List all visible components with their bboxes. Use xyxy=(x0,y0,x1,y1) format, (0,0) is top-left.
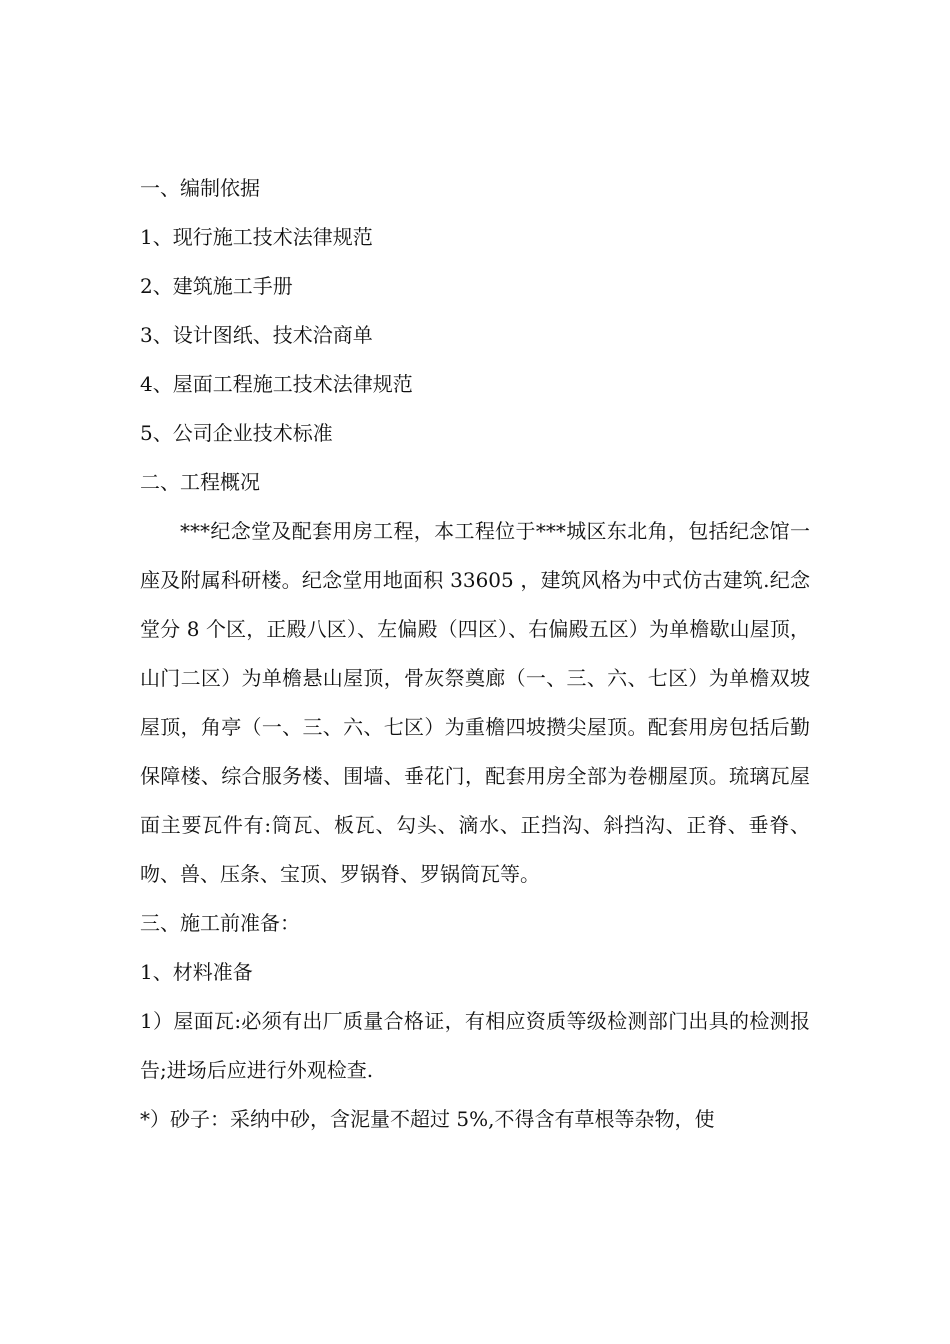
material-item-sand: *）砂子：采纳中砂，含泥量不超过 5%,不得含有草根等杂物，使 xyxy=(140,1107,715,1131)
basis-item: 5、公司企业技术标准 xyxy=(140,421,333,445)
basis-item: 3、设计图纸、技术洽商单 xyxy=(140,323,373,347)
basis-item: 1、现行施工技术法律规范 xyxy=(140,225,373,249)
basis-item: 2、建筑施工手册 xyxy=(140,274,293,298)
sub-heading-materials: 1、材料准备 xyxy=(140,960,253,984)
section-heading-preparation: 三、施工前准备： xyxy=(140,911,300,935)
document-body xyxy=(140,164,810,1144)
section-heading-basis: 一、编制依据 xyxy=(140,176,260,200)
overview-paragraph: ***纪念堂及配套用房工程，本工程位于***城区东北角，包括纪念馆一座及附属科研楼。纪念堂用地面积 33605 ，建筑风格为中式仿古建筑.纪念堂分 8 个区，正殿八区）、左偏殿（四区）、右偏殿五区）为单檐歇山屋顶，山门二区）为单檐悬山屋顶，骨灰祭奠廊（一、三、六、七区）为单檐双坡屋顶，角亭（一、三、六、七区）为重檐四坡攒尖屋顶。配套用房包括后勤保障楼、综合服务楼、围墙、垂花门，配套用房全部为卷棚屋顶。琉璃瓦屋面主要瓦件有:筒瓦、板瓦、勾头、滴水、正挡沟、斜挡沟、正脊、垂脊、吻、兽、压条、宝顶、罗锅脊、罗锅筒瓦等。 xyxy=(140,519,810,886)
material-item-roof-tile: 1）屋面瓦:必须有出厂质量合格证，有相应资质等级检测部门出具的检测报告;进场后应进行外观检查. xyxy=(140,1009,810,1082)
section-heading-overview: 二、工程概况 xyxy=(140,470,260,494)
basis-item: 4、屋面工程施工技术法律规范 xyxy=(140,372,413,396)
